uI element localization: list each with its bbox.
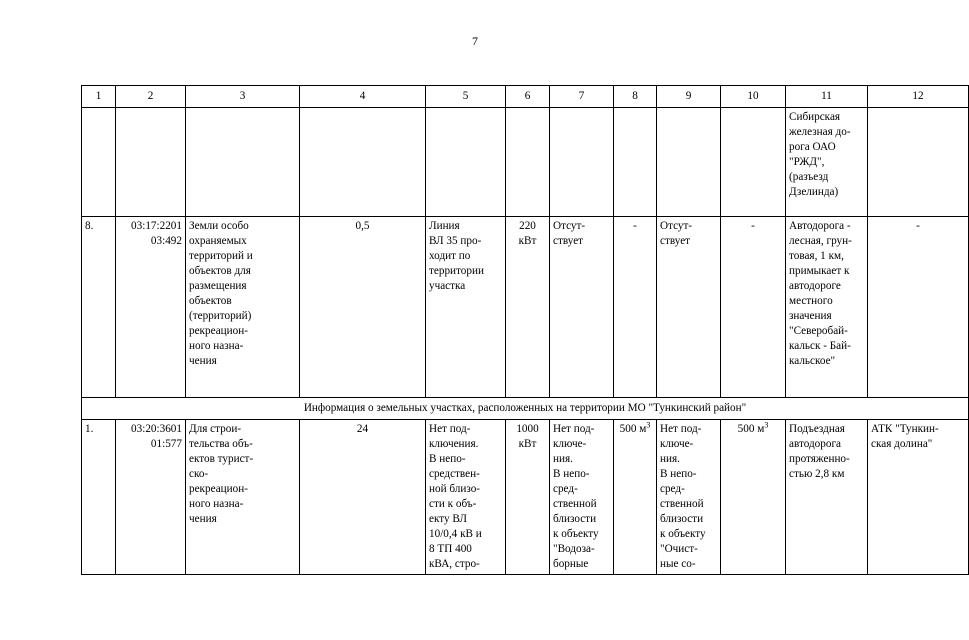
cont-road-access: Сибирская железная до- рога ОАО "РЖД", (разъезд Дзелинда) (786, 108, 868, 217)
land-plots-table (81, 85, 969, 575)
row8-land-category: Земли особо охраняемых территорий и объектов для размещения объектов (территорий) рекреацион- ного назна- чения (186, 217, 300, 398)
table-cell (116, 108, 186, 217)
row1-power: 1000 кВт (506, 420, 550, 575)
row1-cadastral-number: 03:20:3601 01:577 (116, 420, 186, 575)
row1-sewerage-volume-unit-exponent: 3 (764, 420, 769, 430)
header-cell-8: 8 (614, 86, 657, 108)
row1-sewerage: Нет под- ключе- ния. В непо- сред- ственной близости к объекту "Очист- ные со- (657, 420, 721, 575)
header-cell-7: 7 (550, 86, 614, 108)
page-number: 7 (472, 34, 478, 48)
row8-sewerage: Отсут- ствует (657, 217, 721, 398)
row8-sewerage-volume: - (721, 217, 786, 398)
header-row (82, 86, 969, 108)
row8-owner: - (868, 217, 969, 398)
header-cell-12: 12 (868, 86, 969, 108)
table-row-1 (82, 420, 969, 575)
table-cell (506, 108, 550, 217)
row1-water-volume-unit-exponent: 3 (646, 420, 651, 430)
header-cell-9: 9 (657, 86, 721, 108)
header-cell-11: 11 (786, 86, 868, 108)
table-cell (868, 108, 969, 217)
row8-area: 0,5 (300, 217, 426, 398)
header-cell-10: 10 (721, 86, 786, 108)
row1-area: 24 (300, 420, 426, 575)
table-cell (82, 108, 116, 217)
row8-number: 8. (82, 217, 116, 398)
row1-owner: АТК "Тункин- ская долина" (868, 420, 969, 575)
row8-road-access: Автодорога - лесная, грун- товая, 1 км, примыкает к автодороге местного значения "Северобай- кальск - Бай- кальское" (786, 217, 868, 398)
table-row-continuation (82, 108, 969, 217)
header-cell-5: 5 (426, 86, 506, 108)
row1-sewerage-volume-value: 500 м (737, 423, 765, 435)
section-row (82, 398, 969, 420)
header-cell-3: 3 (186, 86, 300, 108)
table-row-8 (82, 217, 969, 398)
table-cell (614, 108, 657, 217)
header-cell-6: 6 (506, 86, 550, 108)
row1-water: Нет под- ключе- ния. В непо- сред- ственной близости к объекту "Водоза- борные (550, 420, 614, 575)
row8-electricity: Линия ВЛ 35 про- ходит по территории участка (426, 217, 506, 398)
row1-number: 1. (82, 420, 116, 575)
row1-water-volume-value: 500 м (619, 423, 647, 435)
row1-purpose: Для строи- тельства объ- ектов турист- ско- рекреацион- ного назна- чения (186, 420, 300, 575)
table-cell (426, 108, 506, 217)
row1-water-volume (614, 420, 657, 575)
row1-road-access: Подъездная автодорога протяженно- стью 2,8 км (786, 420, 868, 575)
table-cell (186, 108, 300, 217)
row8-water-volume: - (614, 217, 657, 398)
header-cell-4: 4 (300, 86, 426, 108)
row8-cadastral-number: 03:17:2201 03:492 (116, 217, 186, 398)
table-cell (550, 108, 614, 217)
table-cell (300, 108, 426, 217)
row8-power: 220 кВт (506, 217, 550, 398)
header-cell-2: 2 (116, 86, 186, 108)
row1-electricity: Нет под- ключения. В непо- средствен- ной близо- сти к объ- екту ВЛ 10/0,4 кВ и 8 ТП 400 кВА, стро- (426, 420, 506, 575)
table-cell (721, 108, 786, 217)
row1-sewerage-volume (721, 420, 786, 575)
header-cell-1: 1 (82, 86, 116, 108)
row8-water: Отсут- ствует (550, 217, 614, 398)
section-title: Информация о земельных участках, расположенных на территории МО "Тункинский район" (82, 398, 969, 420)
table-cell (657, 108, 721, 217)
